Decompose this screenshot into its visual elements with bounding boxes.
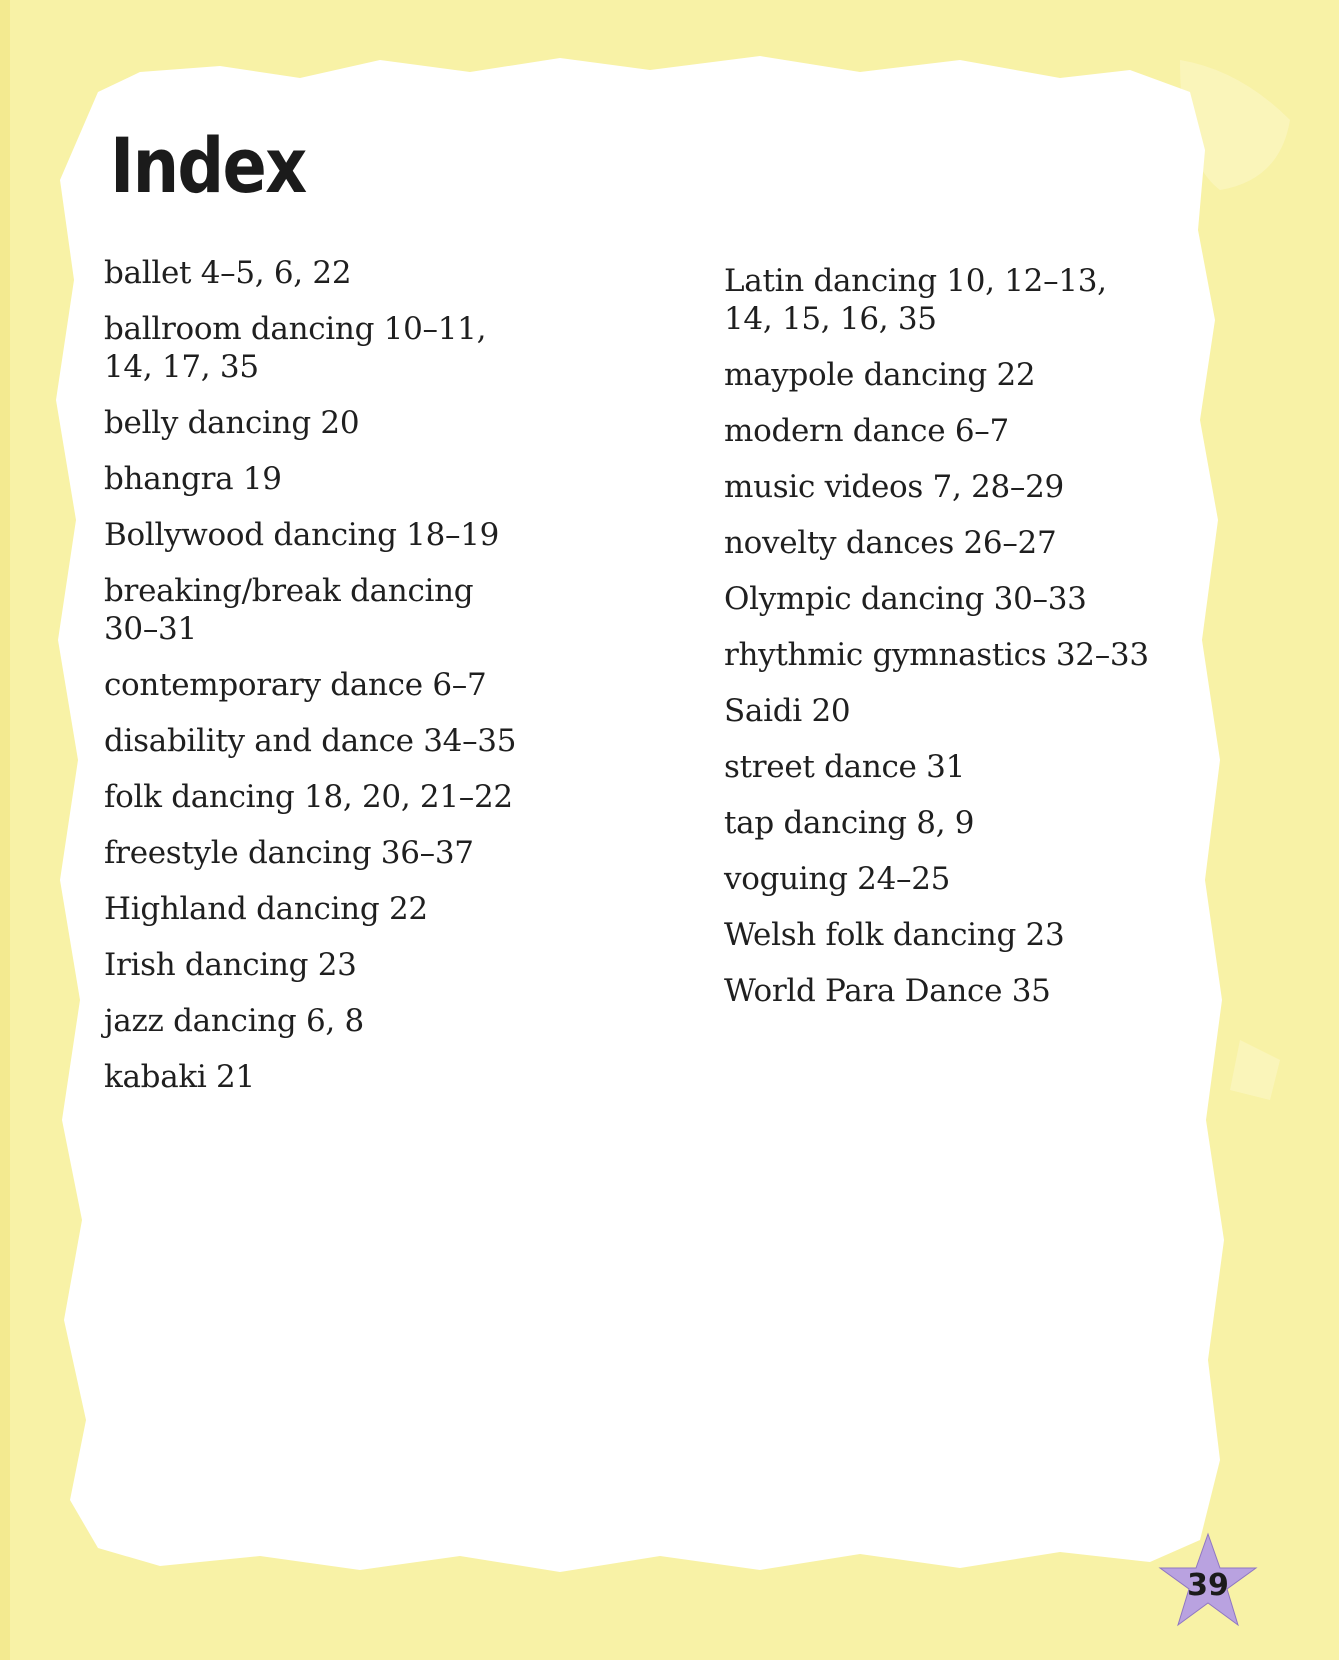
index-entry: freestyle dancing 36–37: [104, 835, 474, 871]
index-entry: Saidi 20: [724, 693, 851, 729]
index-entry: breaking/break dancing 30–31: [104, 573, 474, 647]
index-entry: novelty dances 26–27: [724, 525, 1057, 561]
index-entry: Bollywood dancing 18–19: [104, 517, 500, 553]
index-entry: Welsh folk dancing 23: [724, 917, 1065, 953]
index-entry: Olympic dancing 30–33: [724, 581, 1087, 617]
index-entry: modern dance 6–7: [724, 413, 1009, 449]
index-entry: maypole dancing 22: [724, 357, 1036, 393]
index-entry: belly dancing 20: [104, 405, 360, 441]
index-left-column: [104, 254, 574, 1114]
index-entry: ballet 4–5, 6, 22: [104, 255, 352, 291]
index-entry: music videos 7, 28–29: [724, 469, 1064, 505]
index-entry: Irish dancing 23: [104, 947, 357, 983]
index-entry: Latin dancing 10, 12–13, 14, 15, 16, 35: [724, 263, 1107, 337]
index-right-column: [724, 262, 1224, 1028]
page-number-badge: [1158, 1530, 1258, 1630]
index-entry: contemporary dance 6–7: [104, 667, 487, 703]
index-entry: bhangra 19: [104, 461, 282, 497]
index-entry: jazz dancing 6, 8: [104, 1003, 364, 1039]
index-entry: tap dancing 8, 9: [724, 805, 975, 841]
index-entry: kabaki 21: [104, 1059, 255, 1095]
index-entry: voguing 24–25: [724, 861, 951, 897]
index-entry: Highland dancing 22: [104, 891, 428, 927]
page-title: Index: [110, 121, 306, 210]
index-entry: rhythmic gymnastics 32–33: [724, 637, 1149, 673]
index-entry: street dance 31: [724, 749, 965, 785]
page-number: 39: [1187, 1568, 1229, 1603]
index-entry: folk dancing 18, 20, 21–22: [104, 779, 513, 815]
index-entry: disability and dance 34–35: [104, 723, 517, 759]
index-entry: ballroom dancing 10–11, 14, 17, 35: [104, 311, 487, 385]
index-entry: World Para Dance 35: [724, 973, 1051, 1009]
